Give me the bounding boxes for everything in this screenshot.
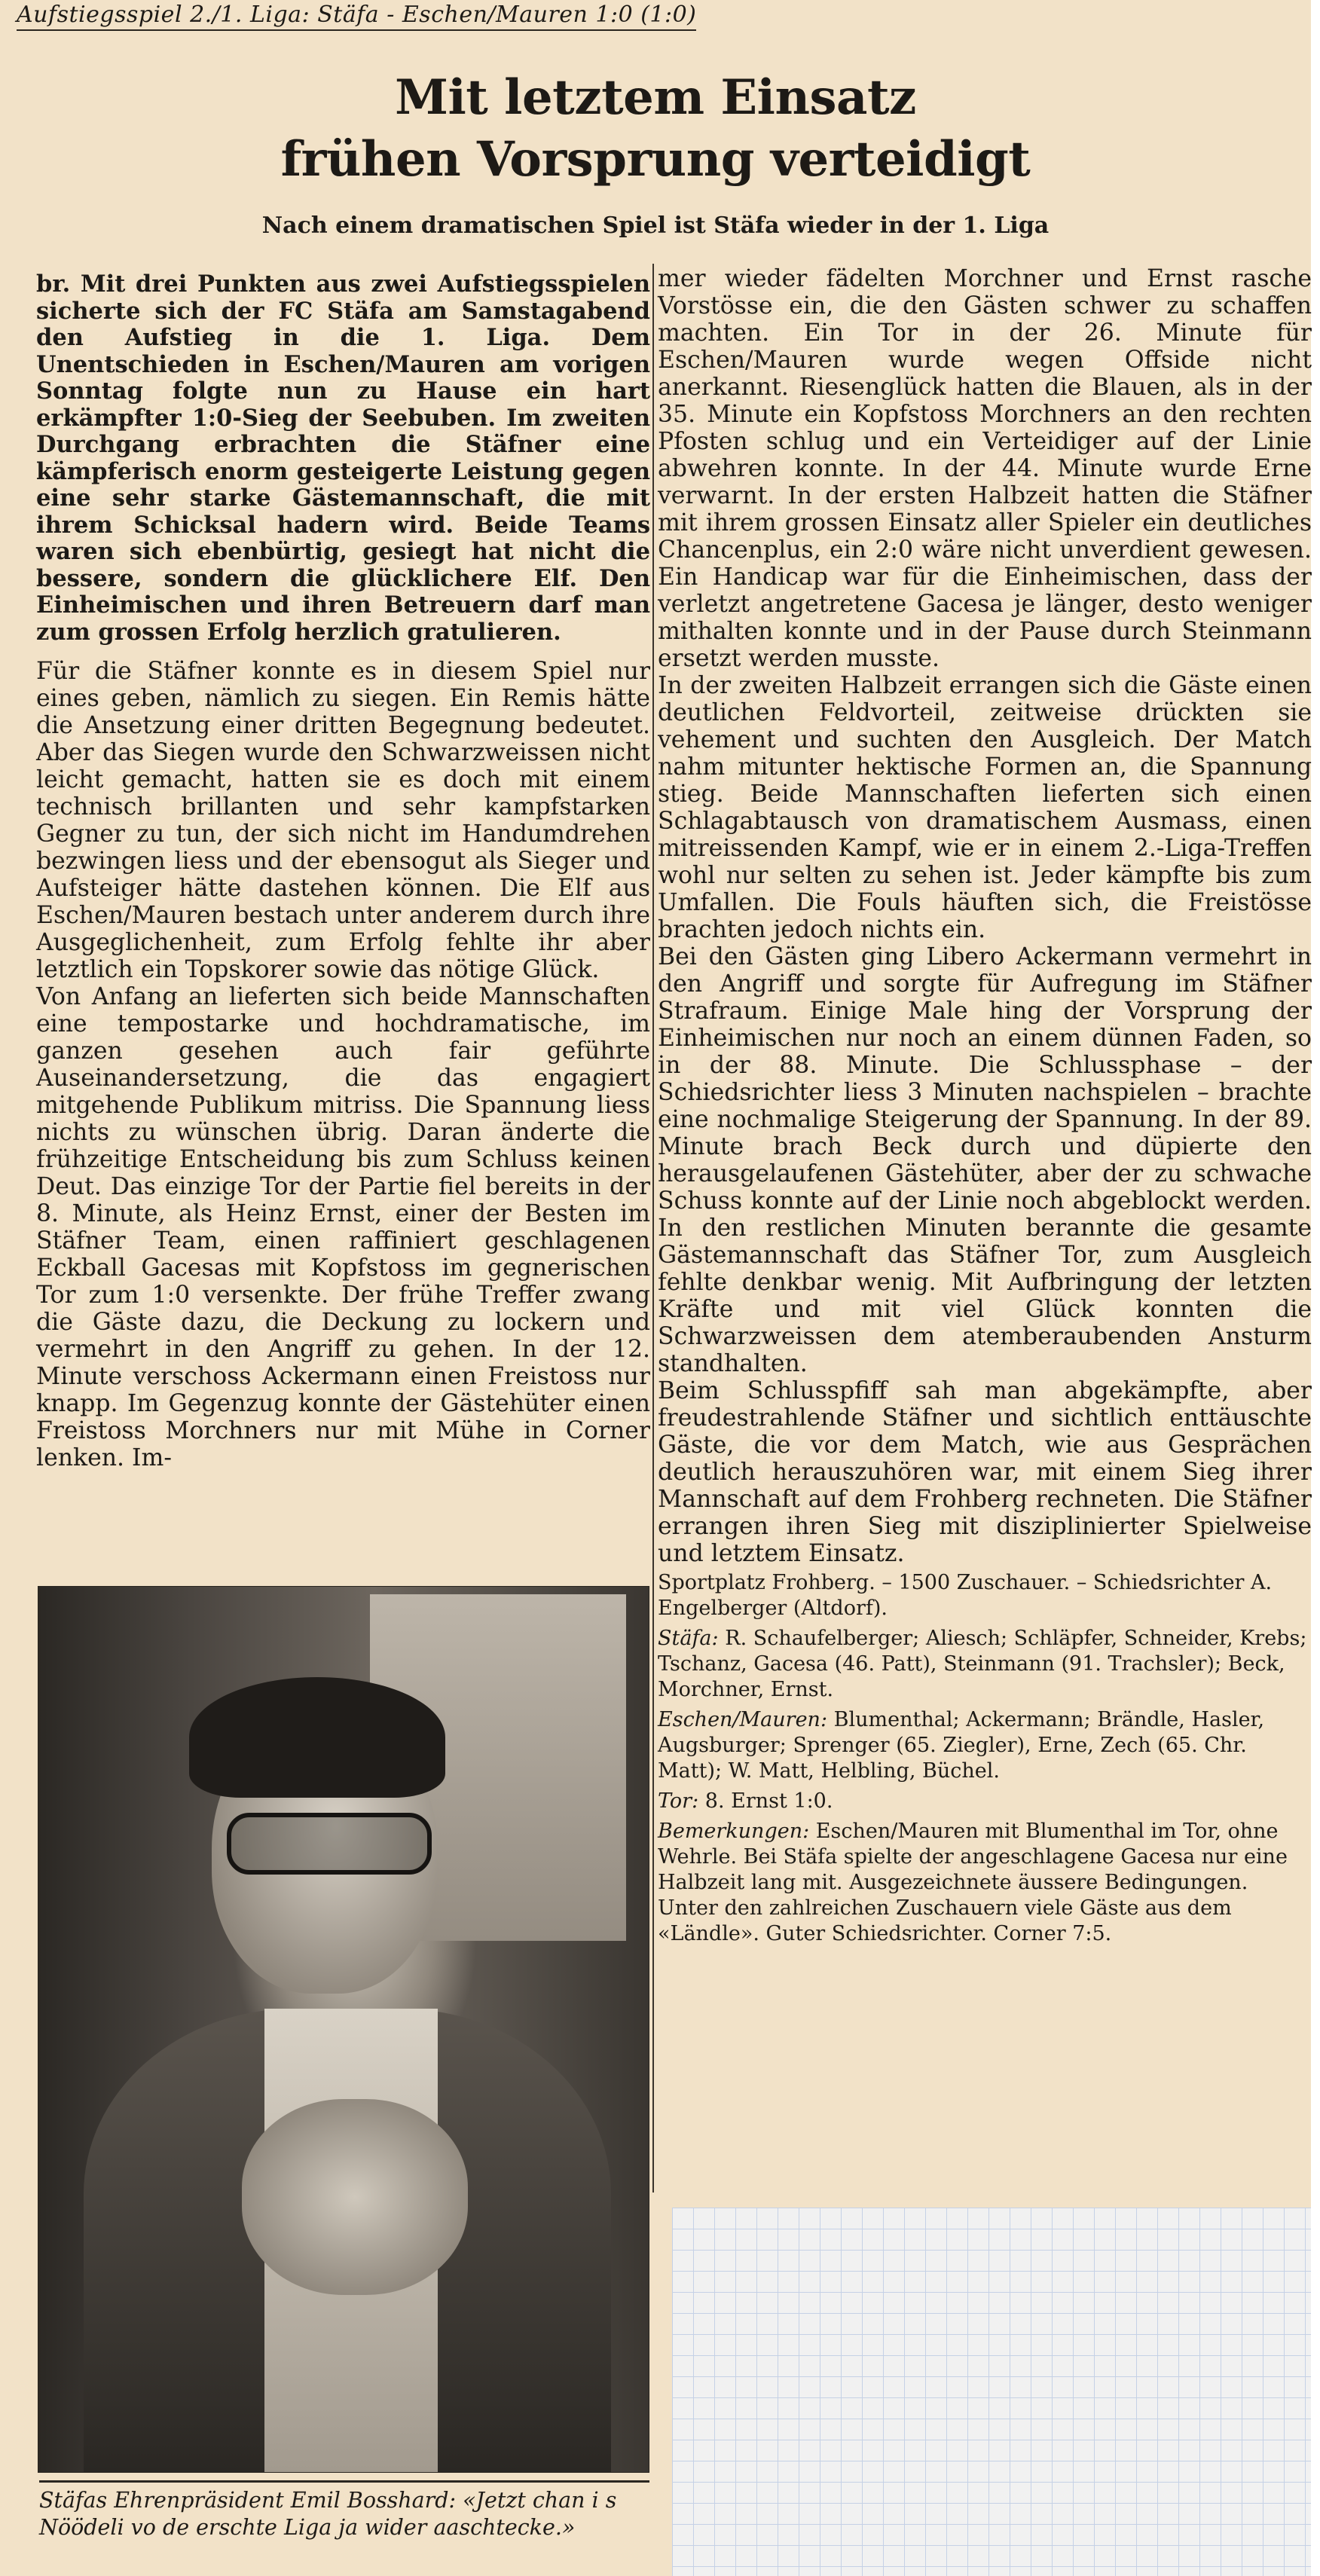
lineup-staefa — [658, 1626, 1312, 1703]
match-venue: Sportplatz Frohberg. – 1500 Zuschauer. – Schiedsrichter A. Engelberger (Altdorf). — [658, 1571, 1273, 1620]
page-margin — [1311, 0, 1320, 2576]
lineup-eschen-players: Blumenthal; Ackermann; Brändle, Hasler, Augsburger; Sprenger (65. Ziegler), Erne, Zech (65. Chr. Matt); W. Matt, Helbling, Büchel. — [658, 1708, 1265, 1783]
graph-paper-background — [672, 2208, 1311, 2576]
photo-figure-glasses — [227, 1813, 432, 1875]
body-paragraph: Für die Stäfner konnte es in diesem Spiel nur eines geben, nämlich zu siegen. Ein Remis hätte die Ansetzung einer dritten Begegnung bedeutet. Aber das Siegen wurde den Schwarzweissen nicht leicht gemacht, hatten sie es doch mit einem technisch brillanten und sehr kampfstarken Gegner zu tun, der sich nicht im Handumdrehen bezwingen liess und der ebensogut als Sieger und Aufsteiger hätte dastehen können. Die Elf aus Eschen/Mauren bestach unter anderem durch ihre Ausgeglichenheit, zum Erfolg fehlte ihr aber letztlich ein Topskorer sowie das nötige Glück. — [36, 658, 650, 983]
headline-line-1: Mit letztem Einsatz — [395, 69, 916, 126]
body-paragraph: Beim Schlusspfiff sah man abgekämpfte, aber freudestrahlende Stäfner und sichtlich enttäuschte Gäste, die vor dem Match, wie aus Gesprächen deutlich herauszuhören war, mit einem Sieg ihrer Mannschaft auf dem Frohberg rechneten. Die Stäfner errangen ihren Sieg mit disziplinierter Spielweise und letztem Einsatz. — [658, 1377, 1312, 1567]
body-paragraph: Bei den Gästen ging Libero Ackermann vermehrt in den Angriff und sorgte für Aufregung im Stäfner Strafraum. Einige Male hing der Vorsprung der Einheimischen nur noch an einem dünnen Faden, so in der 88. Minute. Die Schlussphase – der Schiedsrichter liess 3 Minuten nachspielen – brachte eine nochmalige Steigerung der Spannung. In der 89. Minute brach Beck durch und düpierte den herausgelaufenen Gästehüter, aber der zu schwache Schuss konnte auf der Linie noch abgeblockt werden. In den restlichen Minuten berannte die gesamte Gästemannschaft das Stäfner Tor, zum Ausgleich fehlte denkbar wenig. Mit Aufbringung der letzten Kräfte und mit viel Glück konnten die Schwarzweissen dem atemberaubenden Ansturm standhalten. — [658, 943, 1312, 1377]
body-paragraph: Von Anfang an lieferten sich beide Mannschaften eine tempostarke und hochdramatische, im ganzen gesehen auch fair geführte Auseinandersetzung, die das engagiert mitgehende Publikum mitriss. Die Spannung liess nichts zu wünschen übrig. Daran änderte die frühzeitige Entscheidung bis zum Schluss keinen Deut. Das einzige Tor der Partie fiel bereits in der 8. Minute, als Heinz Ernst, einer der Besten im Stäfner Team, einen raffiniert geschlagenen Eckball Gacesas mit Kopfstoss im gegnerischen Tor zum 1:0 versenkte. Der frühe Treffer zwang die Gäste dazu, die Deckung zu lockern und vermehrt in den Angriff zu gehen. In der 12. Minute verschoss Ackermann einen Freistoss nur knapp. Im Gegenzug konnte der Gästehüter einen Freistoss Morchners nur mit Mühe in Corner lenken. Im- — [36, 983, 650, 1471]
body-paragraph: In der zweiten Halbzeit errangen sich die Gäste einen deutlichen Feldvorteil, zeitweise drückten sie vehement und suchten den Ausgleich. Der Match nahm mitunter hektische Formen an, die Spannung stieg. Beide Mannschaften lieferten sich einen Schlagabtausch von dramatischem Ausmass, einen mitreissenden Kampf, wie er in einem 2.-Liga-Treffen wohl nur selten zu sehen ist. Jeder kämpfte bis zum Umfallen. Die Fouls häuften sich, die Freistösse brachten jedoch nichts ein. — [658, 672, 1312, 943]
portrait-photo — [38, 1586, 649, 2473]
remarks-text: Eschen/Mauren mit Blumenthal im Tor, ohne Wehrle. Bei Stäfa spielte der angeschlagene Gacesa nur eine Halbzeit lang mit. Ausgezeichnete äussere Bedingungen. Unter den zahlreichen Zuschauern viele Gäste aus dem «Ländle». Guter Schiedsrichter. Corner 7:5. — [658, 1820, 1288, 1945]
lineup-staefa-label: Stäfa: — [658, 1627, 719, 1650]
column-left — [36, 271, 650, 1471]
lead-paragraph: br. Mit drei Punkten aus zwei Aufstiegsspielen sicherte sich der FC Stäfa am Samstagabend den Aufstieg in die 1. Liga. Dem Unentschieden in Eschen/Mauren am vorigen Sonntag folgte nun zu Hause ein hart erkämpfter 1:0-Sieg der Seebuben. Im zweiten Durchgang erbrachten die Stäfner eine kämpferisch enorm gesteigerte Leistung gegen eine sehr starke Gästemannschaft, die mit ihrem Schicksal hadern wird. Beide Teams waren sich ebenbürtig, gesiegt hat nicht die bessere, sondern die glücklichere Elf. Den Einheimischen und ihren Betreuern darf man zum grossen Erfolg herzlich gratulieren. — [36, 270, 650, 646]
body-paragraph: mer wieder fädelten Morchner und Ernst rasche Vorstösse ein, die den Gästen schwer zu schaffen machten. Ein Tor in der 26. Minute für Eschen/Mauren wurde wegen Offside nicht anerkannt. Riesenglück hatten die Blauen, als in der 35. Minute ein Kopfstoss Morchners an den rechten Pfosten schlug und ein Verteidiger auf der Linie abwehren konnte. In der 44. Minute wurde Erne verwarnt. In der ersten Halbzeit hatten die Stäfner mit ihrem grossen Einsatz aller Spieler ein deutliches Chancenplus, ein 2:0 wäre nicht unverdient gewesen. Ein Handicap war für die Einheimischen, dass der verletzt angetretene Gacesa je länger, desto weniger mithalten konnte und in der Pause durch Steinmann ersetzt werden musste. — [658, 265, 1312, 672]
match-info — [658, 1570, 1312, 1947]
goal-label: Tor: — [658, 1789, 699, 1813]
photo-figure-hair — [189, 1677, 445, 1798]
headline-line-2: frühen Vorsprung verteidigt — [280, 131, 1031, 188]
lineup-staefa-players: R. Schaufelberger; Aliesch; Schläpfer, Schneider, Krebs; Tschanz, Gacesa (46. Patt), Steinmann (91. Trachsler); Beck, Morchner, Ernst. — [658, 1627, 1307, 1701]
photo-caption: Stäfas Ehrenpräsident Emil Bosshard: «Jetzt chan i s Nöödeli vo de erschte Liga ja wider aaschtecke.» — [39, 2480, 649, 2541]
subtitle: Nach einem dramatischen Spiel ist Stäfa wieder in der 1. Liga — [261, 212, 1050, 239]
goal-text: 8. Ernst 1:0. — [704, 1789, 833, 1813]
kicker-line: Aufstiegsspiel 2./1. Liga: Stäfa - Eschen/Mauren 1:0 (1:0) — [17, 2, 696, 31]
lineup-eschen — [658, 1707, 1312, 1784]
goal-info — [658, 1789, 1312, 1814]
remarks-label: Bemerkungen: — [658, 1820, 810, 1843]
photo-figure-hands — [242, 2099, 468, 2295]
column-right — [658, 265, 1312, 1951]
column-divider — [652, 264, 654, 2193]
lineup-eschen-label: Eschen/Mauren: — [658, 1708, 828, 1731]
remarks — [658, 1819, 1312, 1947]
